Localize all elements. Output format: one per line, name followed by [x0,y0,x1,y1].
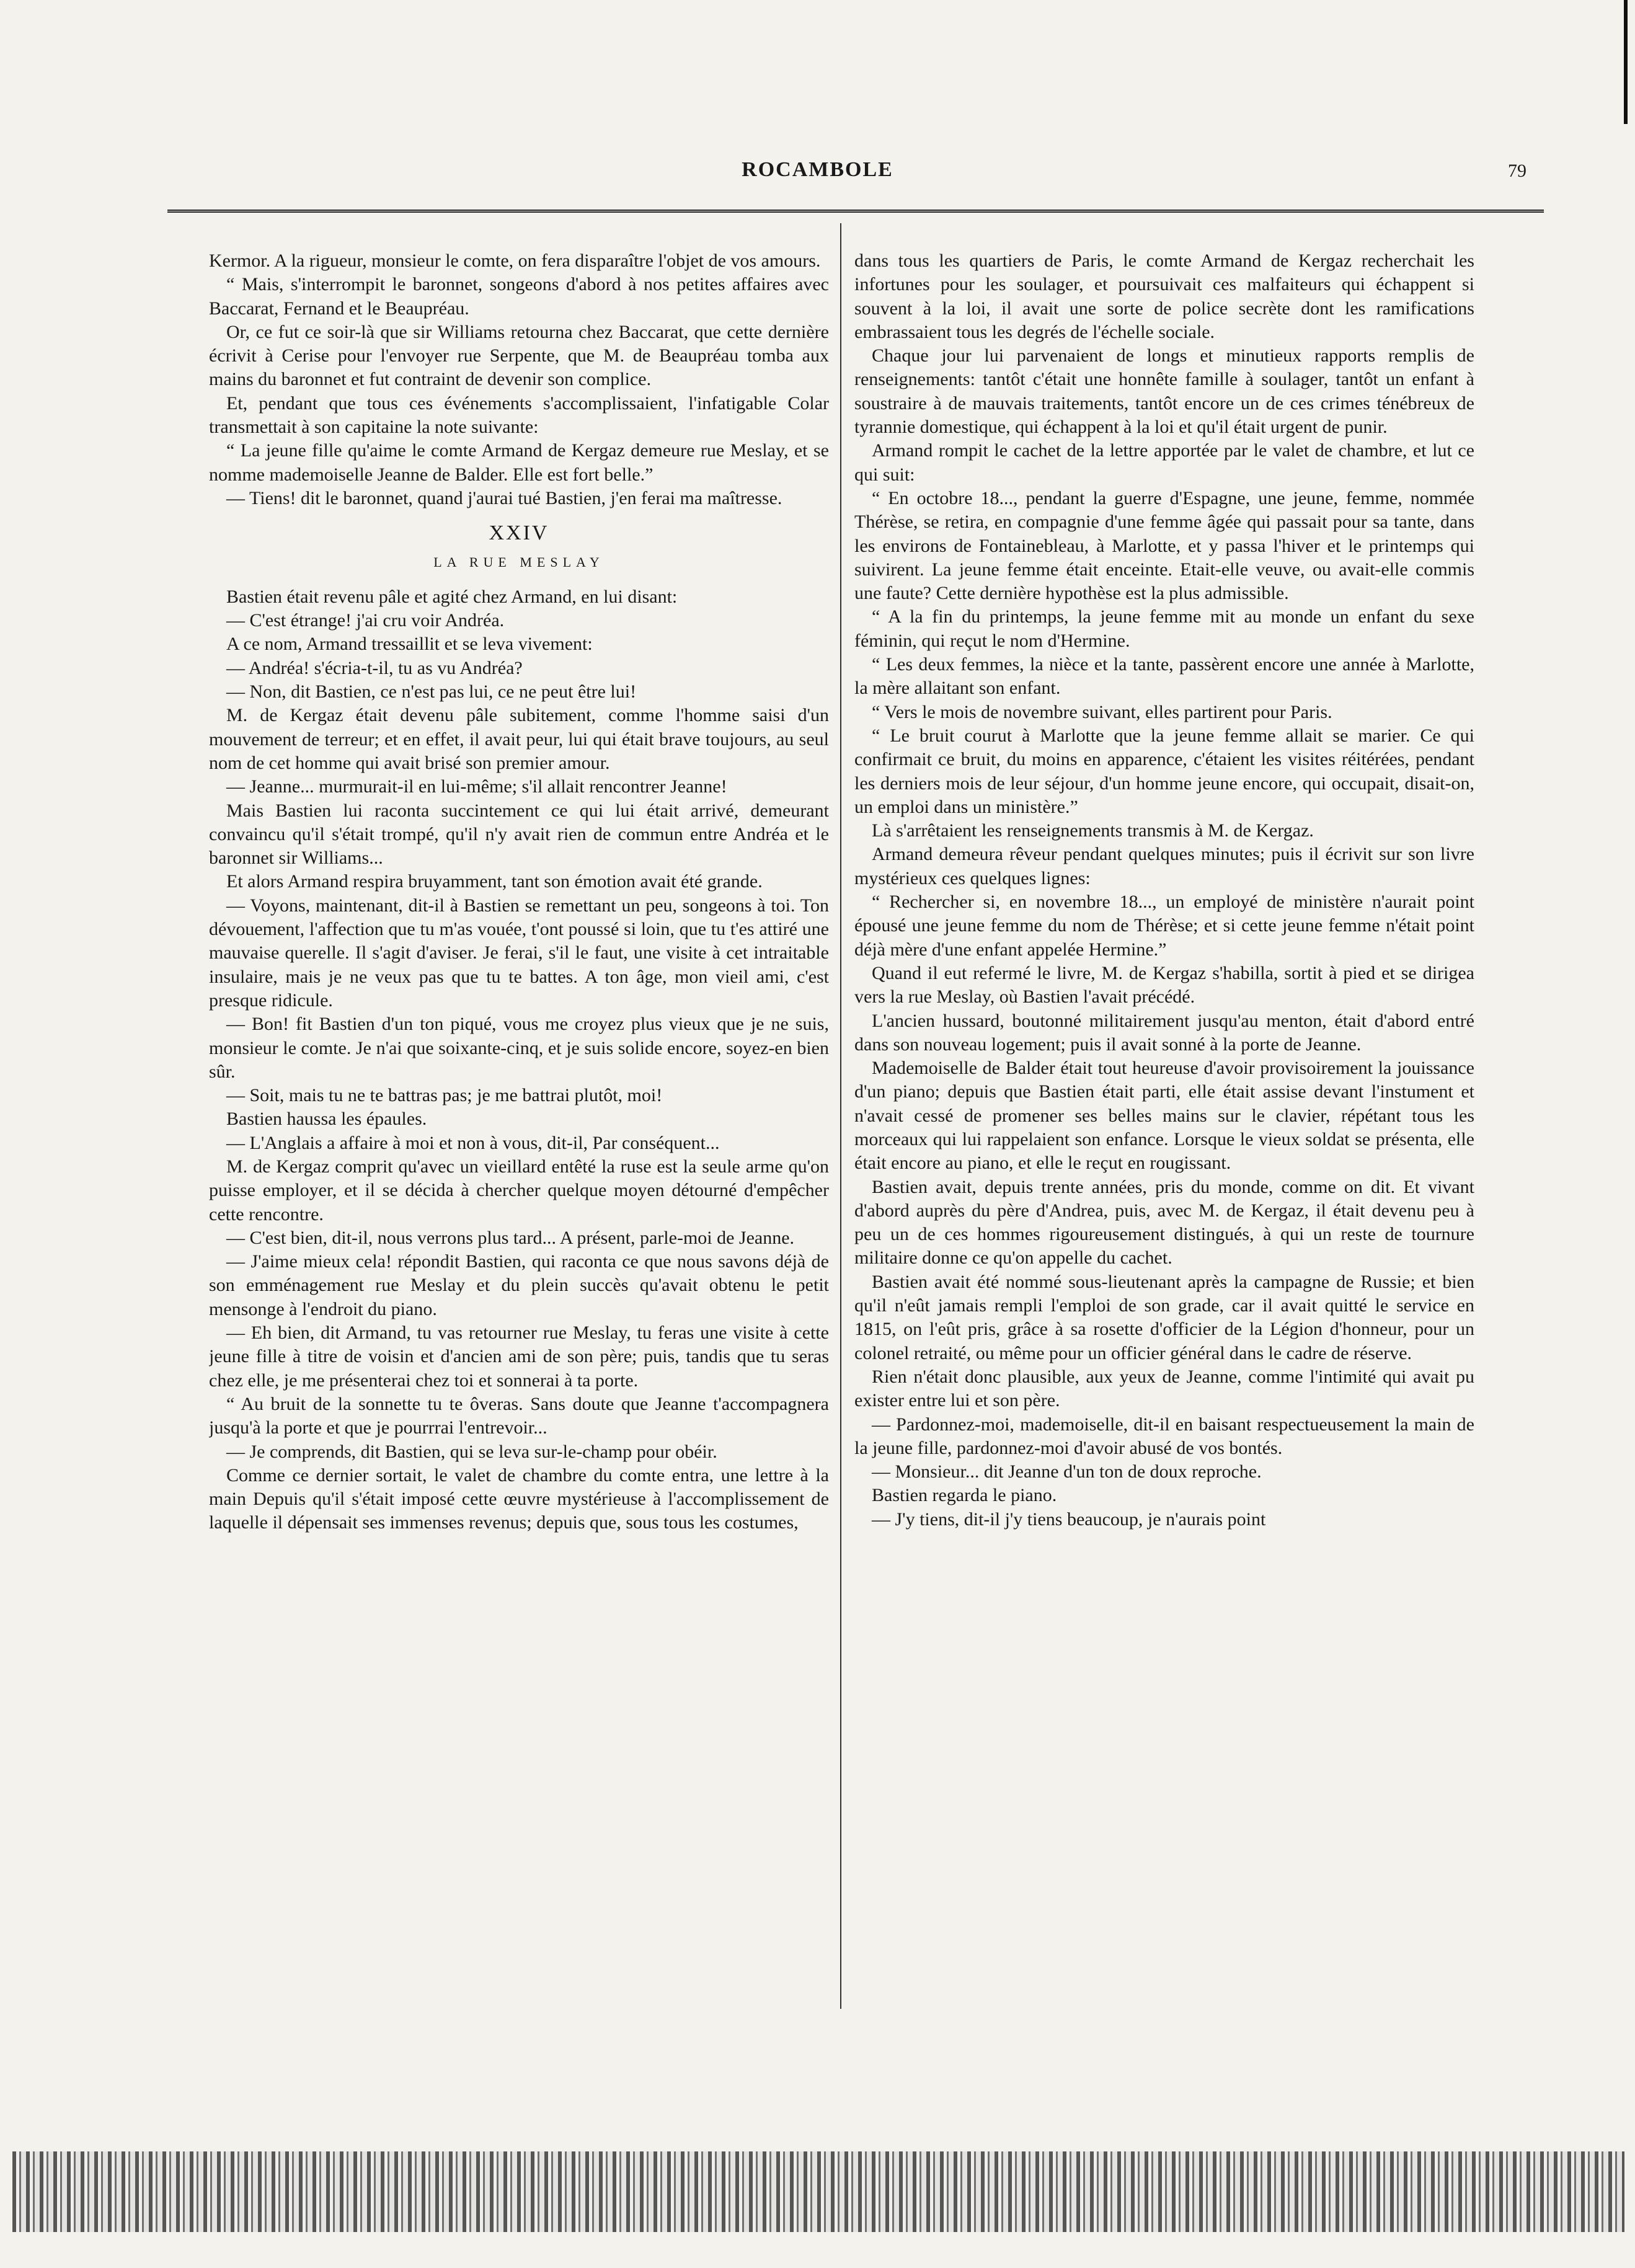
paragraph: — C'est étrange! j'ai cru voir Andréa. [226,610,505,631]
paragraph: — Je comprends, dit Bastien, qui se leva sur-le-champ pour obéir. [226,1441,717,1462]
paragraph: — Voyons, maintenant, dit-il à Bastien se remettant un peu, songeons à toi. Ton dévouement, l'affection que tu m'as vouée, t'ont poussé si loin, que tu t'es attiré une mauvaise querelle. Il s'agit d'aviser. Je ferai, s'il le faut, une visite à cet intraitable insulaire, mais je ne veux pas que tu te battes. A ton âge, mon vieil ami, c'est presque ridicule. [209,895,829,1011]
paragraph: “ La jeune fille qu'aime le comte Armand de Kergaz demeure rue Meslay, et se nomme mademoiselle Jeanne de Balder. Elle est fort belle.” [209,440,829,485]
header-rule [167,210,1544,213]
paragraph: — Tiens! dit le baronnet, quand j'aurai tué Bastien, j'en ferai ma maîtresse. [226,487,782,508]
paragraph: Mais Bastien lui raconta succintement ce qui lui était arrivé, demeurant convaincu qu'il s'était trompé, qu'il n'y avait rien de commun entre Andréa et le baronnet sir Williams... [209,800,829,869]
paragraph: Chaque jour lui parvenaient de longs et minutieux rapports remplis de renseignements: tantôt c'était une honnête famille à soulager, tantôt un enfant à soustraire à de mauvais traitements, tantôt encore un de ces crimes ténébreux de tyrannie domestique, qui échappent à la loi et qu'il était urgent de punir. [854,345,1474,438]
paragraph: “ Mais, s'interrompit le baronnet, songeons d'abord à nos petites affaires avec Baccarat, Fernand et le Beaupréau. [209,274,829,319]
paragraph: M. de Kergaz comprit qu'avec un vieillard entêté la ruse est la seule arme qu'on puisse employer, et il se décida à chercher quelque moyen détourné d'empêcher cette rencontre. [209,1156,829,1225]
paragraph: “ Rechercher si, en novembre 18..., un employé de ministère n'aurait point épousé une jeune femme du nom de Thérèse; et si cette jeune femme n'était point déjà mère d'une enfant appelée Hermine.” [854,892,1474,960]
paragraph: dans tous les quartiers de Paris, le comte Armand de Kergaz recherchait les infortunes pour les soulager, et poursuivait ces malfaiteurs qui échappent si souvent à la loi, il avait une sorte de police secrète dont les ramifications embrassaient tous les degrés de l'échelle sociale. [854,250,1474,342]
paragraph: Bastien haussa les épaules. [226,1109,427,1130]
paragraph: Là s'arrêtaient les renseignements transmis à M. de Kergaz. [872,820,1314,841]
paragraph: Et alors Armand respira bruyamment, tant son émotion avait été grande. [226,871,763,892]
paragraph: Bastien regarda le piano. [872,1485,1057,1506]
left-column [209,249,829,1991]
paragraph: — Pardonnez-moi, mademoiselle, dit-il en baisant respectueusement la main de la jeune fille, pardonnez-moi d'avoir abusé de vos bontés. [854,1414,1474,1458]
paragraph: “ Au bruit de la sonnette tu te ôveras. Sans doute que Jeanne t'accompagnera jusqu'à la porte et que je pourrrai l'entrevoir... [209,1393,829,1438]
paragraph: M. de Kergaz était devenu pâle subitement, comme l'homme saisi d'un mouvement de terreur; et en effet, il avait peur, lui qui était brave toujours, au seul nom de cet homme qui avait brisé son premier amour. [209,705,829,773]
paragraph: — C'est bien, dit-il, nous verrons plus tard... A présent, parle-moi de Jeanne. [226,1227,795,1248]
paragraph: — J'y tiens, dit-il j'y tiens beaucoup, je n'aurais point [872,1508,1266,1530]
paragraph: Mademoiselle de Balder était tout heureuse d'avoir provisoirement la jouissance d'un piano; depuis que Bastien était parti, elle était assise devant l'instument et n'avait cessé de promener ses belles mains sur le clavier, répétant tous les morceaux qui lui rappelaient son enfance. Lorsque le vieux soldat se présenta, elle était encore au piano, et elle le reçut en rougissant. [854,1058,1474,1174]
running-title: ROCAMBOLE [742,158,893,181]
paragraph: “ Le bruit courut à Marlotte que la jeune femme allait se marier. Ce qui confirmait ce bruit, du moins en apparence, c'étaient les visites réitérées, pendant les derniers mois de leur séjour, d'un homme jeune encore, qui occupait, disait-on, un emploi dans un ministère.” [854,725,1474,817]
paragraph: — Bon! fit Bastien d'un ton piqué, vous me croyez plus vieux que je ne suis, monsieur le comte. Je n'ai que soixante-cinq, et je suis solide encore, soyez-en bien sûr. [209,1014,829,1082]
paragraph: Comme ce dernier sortait, le valet de chambre du comte entra, une lettre à la main Depuis qu'il s'était imposé cette œuvre mystérieuse à l'accomplissement de laquelle il dépensait ses immenses revenus; depuis que, sous tous les costumes, [209,1464,829,1533]
paragraph: — Jeanne... murmurait-il en lui-même; s'il allait rencontrer Jeanne! [226,776,727,797]
paragraph: — Monsieur... dit Jeanne d'un ton de doux reproche. [872,1461,1262,1482]
chapter-number: XXIV [489,521,549,545]
paragraph: “ En octobre 18..., pendant la guerre d'Espagne, une jeune, femme, nommée Thérèse, se retira, en compagnie d'une femme âgée qui passait pour sa tante, dans les environs de Fontainebleau, à Marlotte, et y passa l'hiver et le printemps qui suivirent. La jeune femme était enceinte. Etait-elle veuve, ou avait-elle commis une faute? Cette dernière hypothèse est la plus admissible. [854,487,1474,604]
paragraph: Bastien était revenu pâle et agité chez Armand, en lui disant: [226,586,678,607]
column-divider [840,223,841,2009]
paragraph: Bastien avait, depuis trente années, pris du monde, comme on dit. Et vivant d'abord auprès du père d'Andrea, puis, avec M. de Kergaz, il était devenu peu à peu un de ces hommes rigoureusement distingués, à qui un reste de tournure militaire donne ce qu'on appelle du cachet. [854,1176,1474,1269]
paragraph: — J'aime mieux cela! répondit Bastien, qui raconta ce que nous savons déjà de son emménagement rue Meslay et du plein succès qu'avait obtenu le petit mensonge à l'endroit du piano. [209,1251,829,1319]
paragraph: A ce nom, Armand tressaillit et se leva vivement: [226,634,593,655]
paragraph: “ A la fin du printemps, la jeune femme mit au monde un enfant du sexe féminin, qui reçut le nom d'Hermine. [854,606,1474,651]
paragraph: — Soit, mais tu ne te battras pas; je me battrai plutôt, moi! [226,1085,663,1106]
page-header [0,158,1635,195]
right-column [854,249,1474,1991]
paragraph: Armand rompit le cachet de la lettre apportée par le valet de chambre, et lut ce qui suit: [854,440,1474,485]
page-number: 79 [1508,161,1526,181]
paragraph: — Eh bien, dit Armand, tu vas retourner rue Meslay, tu feras une visite à cette jeune fille à titre de voisin et d'ancien ami de son père; puis, tandis que tu seras chez elle, je me présenterai chez toi et sonnerai à ta porte. [209,1322,829,1391]
paragraph: Et, pendant que tous ces événements s'accomplissaient, l'infatigable Colar transmettait à son capitaine la note suivante: [209,392,829,438]
paragraph: “ Les deux femmes, la nièce et la tante, passèrent encore une année à Marlotte, la mère allaitant son enfant. [854,654,1474,699]
paragraph: — L'Anglais a affaire à moi et non à vous, dit-il, Par conséquent... [226,1132,720,1153]
paragraph: Bastien avait été nommé sous-lieutenant après la campagne de Russie; et bien qu'il n'eût jamais rempli l'emploi de son grade, car il avait quitté le service en 1815, on l'eût pris, grâce à sa rosette d'officier de la Légion d'honneur, pour un colonel retraité, ou même pour un officier général dans le cadre de réserve. [854,1271,1474,1363]
scan-edge-band [12,2151,1624,2232]
paragraph: L'ancien hussard, boutonné militairement jusqu'au menton, était d'abord entré dans son nouveau logement; puis il avait sonné à la porte de Jeanne. [854,1010,1474,1055]
chapter-title: LA RUE MESLAY [433,554,605,570]
paragraph: — Non, dit Bastien, ce n'est pas lui, ce ne peut être lui! [226,681,637,702]
paragraph: — Andréa! s'écria-t-il, tu as vu Andréa? [226,657,523,678]
paragraph: Kermor. A la rigueur, monsieur le comte, on fera disparaître l'objet de vos amours. [209,250,821,271]
paragraph: Or, ce fut ce soir-là que sir Williams retourna chez Baccarat, que cette dernière écrivit à Cerise pour l'envoyer rue Serpente, que M. de Beaupréau tomba aux mains du baronnet et fut contraint de devenir son complice. [209,321,829,390]
paragraph: Quand il eut refermé le livre, M. de Kergaz s'habilla, sortit à pied et se dirigea vers la rue Meslay, où Bastien l'avait précédé. [854,962,1474,1008]
paragraph: “ Vers le mois de novembre suivant, elles partirent pour Paris. [872,701,1332,722]
margin-mark [1624,0,1628,124]
paragraph: Armand demeura rêveur pendant quelques minutes; puis il écrivit sur son livre mystérieux ces quelques lignes: [854,844,1474,888]
paragraph: Rien n'était donc plausible, aux yeux de Jeanne, comme l'intimité qui avait pu exister entre lui et son père. [854,1366,1474,1411]
